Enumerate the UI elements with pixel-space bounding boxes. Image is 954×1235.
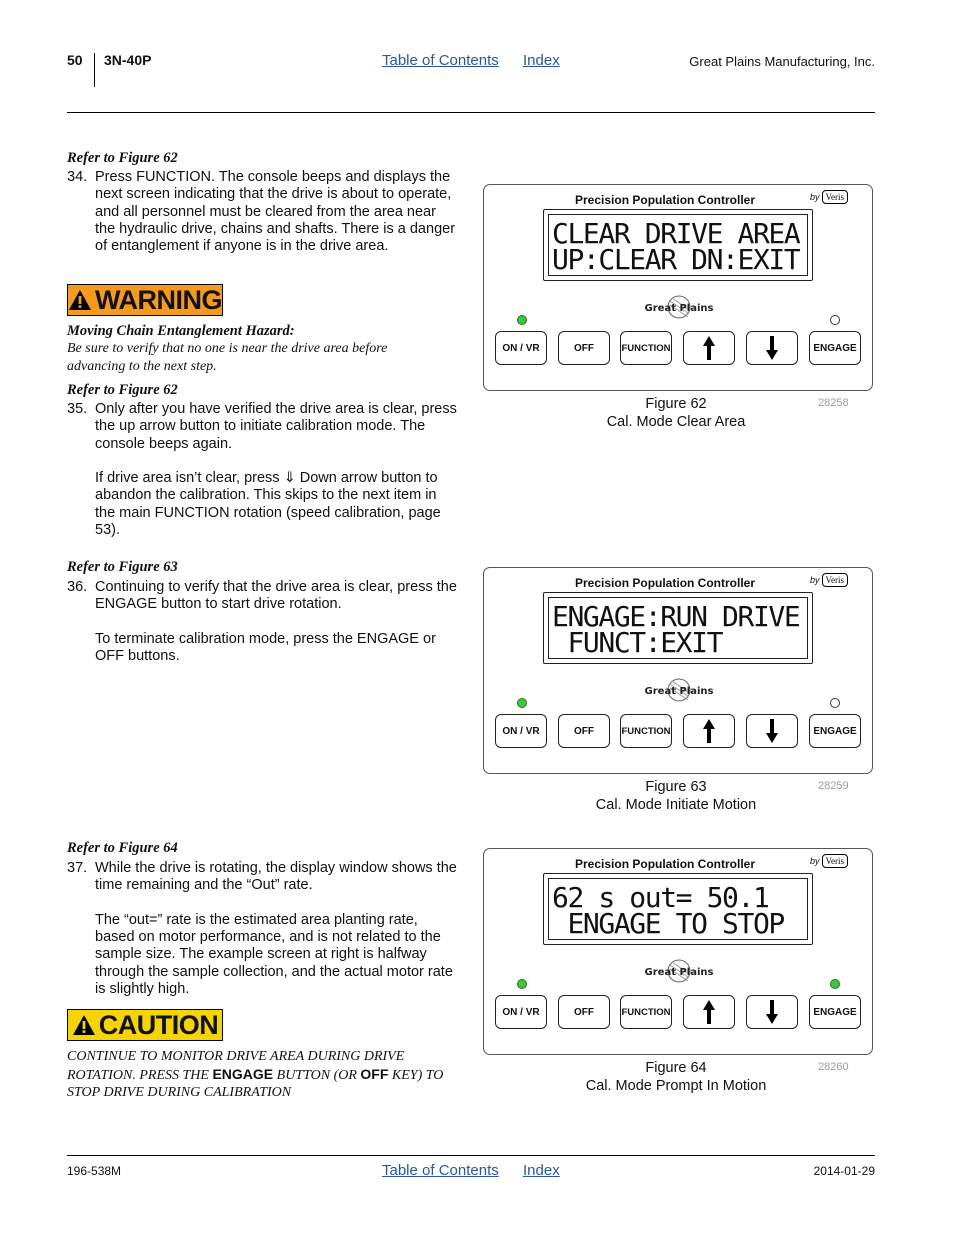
step-text: To terminate calibration mode, press the ENGAGE or OFF buttons.: [95, 630, 436, 665]
engage-led: [830, 698, 840, 708]
figure-caption: [566, 779, 786, 814]
step-text: Continuing to verify that the drive area is clear, press the ENGAGE button to start drive rotation.: [95, 579, 457, 613]
veris-logo: by Veris: [810, 190, 848, 204]
down-arrow-icon: [765, 718, 779, 744]
button-label: OFF: [574, 342, 594, 354]
power-led: [517, 315, 527, 325]
console-title: Precision Population Controller: [575, 193, 756, 207]
figure-reference: Refer to Figure 62: [67, 382, 178, 398]
footer-date: 2014-01-29: [813, 1164, 875, 1178]
console-figure: [483, 848, 873, 1055]
function-button[interactable]: [620, 995, 672, 1029]
up-arrow-icon: [702, 335, 716, 361]
figure-description: Cal. Mode Clear Area: [606, 413, 746, 430]
step-number: 35.: [67, 401, 88, 417]
step-text: The “out=” rate is the estimated area planting rate, based on motor performance, and is not related to the sample size. The example screen at right is halfway through the sample collection, and the actual motor rate is slightly high.: [95, 911, 453, 998]
lcd-display: [543, 209, 813, 281]
figure-reference: Refer to Figure 63: [67, 559, 178, 575]
warning-triangle-icon: [68, 289, 92, 311]
button-label: ON / VR: [502, 342, 540, 354]
power-led: [517, 698, 527, 708]
off-keyword: OFF: [360, 1065, 389, 1082]
lcd-display: [543, 592, 813, 664]
header-rule: [67, 112, 875, 113]
figure-reference: Refer to Figure 62: [67, 150, 178, 166]
up-arrow-icon: [702, 999, 716, 1025]
warning-label: WARNING: [95, 284, 222, 315]
svg-text:Great Plains: Great Plains: [644, 967, 714, 978]
svg-text:Great Plains: Great Plains: [644, 686, 714, 697]
step-number: 37.: [67, 860, 88, 876]
lcd-line-1: CLEAR DRIVE AREA: [552, 217, 800, 250]
step-37: [67, 860, 459, 998]
console-title: Precision Population Controller: [575, 857, 756, 871]
console-figure: [483, 184, 873, 391]
step-number: 36.: [67, 579, 88, 595]
figure-description: Cal. Mode Prompt In Motion: [585, 1077, 767, 1094]
button-label: OFF: [574, 725, 594, 737]
engage-button[interactable]: [809, 714, 861, 748]
step-34: [67, 169, 459, 255]
figure-number: 28258: [818, 397, 849, 409]
header-divider: [94, 53, 95, 87]
button-label: ON / VR: [502, 725, 540, 737]
footer-rule: [67, 1155, 875, 1156]
step-number: 34.: [67, 169, 88, 185]
company-name: Great Plains Manufacturing, Inc.: [689, 54, 875, 69]
up-arrow-button[interactable]: [683, 714, 735, 748]
lcd-display: [543, 873, 813, 945]
down-arrow-button[interactable]: [746, 331, 798, 365]
button-label: ENGAGE: [813, 1006, 857, 1018]
console-title: Precision Population Controller: [575, 576, 756, 590]
caution-sign: [67, 1009, 223, 1041]
step-text: While the drive is rotating, the display window shows the time remaining and the “Out” rate.: [95, 860, 457, 894]
on-vr-button[interactable]: [495, 714, 547, 748]
step-text: Press FUNCTION. The console beeps and displays the next screen indicating that the drive is about to operate, and all personnel must be cleared from the area near the hydraulic drive, chains and shafts. There is a danger of entanglement if anyone is in the drive area.: [95, 169, 456, 255]
lcd-line-2: ENGAGE TO STOP: [552, 907, 784, 940]
caution-label: CAUTION: [98, 1009, 219, 1040]
up-arrow-button[interactable]: [683, 995, 735, 1029]
figure-label: Figure 63: [645, 779, 707, 795]
hazard-title: Moving Chain Entanglement Hazard:: [67, 323, 295, 339]
figure-caption: [566, 396, 786, 431]
lcd-line-2: UP:CLEAR DN:EXIT: [552, 243, 800, 276]
button-label: FUNCTION: [621, 342, 671, 354]
button-label: FUNCTION: [621, 725, 671, 737]
down-arrow-icon: [765, 999, 779, 1025]
lcd-line-1: 62 s out= 50.1: [552, 881, 769, 914]
button-label: ON / VR: [502, 1006, 540, 1018]
off-button[interactable]: [558, 714, 610, 748]
toc-link[interactable]: Table of Contents: [382, 52, 499, 69]
off-button[interactable]: [558, 995, 610, 1029]
hazard-body: Be sure to verify that no one is near the drive area before advancing to the next step.: [67, 341, 388, 374]
step-36: [67, 579, 459, 665]
svg-text:Great Plains: Great Plains: [644, 303, 714, 314]
engage-led: [830, 979, 840, 989]
button-label: OFF: [574, 1006, 594, 1018]
lcd-line-1: ENGAGE:RUN DRIVE: [552, 600, 800, 633]
engage-keyword: ENGAGE: [212, 1065, 274, 1082]
figure-number: 28260: [818, 1061, 849, 1073]
page-number: 50: [67, 52, 83, 68]
great-plains-logo: [639, 958, 719, 984]
footer-index-link[interactable]: Index: [523, 1162, 560, 1179]
figure-label: Figure 62: [645, 396, 707, 412]
console-figure: [483, 567, 873, 774]
button-label: ENGAGE: [813, 725, 857, 737]
engage-led: [830, 315, 840, 325]
footer-toc-link[interactable]: Table of Contents: [382, 1162, 499, 1179]
engage-button[interactable]: [809, 331, 861, 365]
power-led: [517, 979, 527, 989]
figure-description: Cal. Mode Initiate Motion: [595, 796, 757, 813]
caution-triangle-icon: [72, 1014, 96, 1036]
off-button[interactable]: [558, 331, 610, 365]
engage-button[interactable]: [809, 995, 861, 1029]
warning-sign: [67, 284, 223, 316]
veris-logo: by Veris: [810, 573, 848, 587]
figure-number: 28259: [818, 780, 849, 792]
down-arrow-icon: [765, 335, 779, 361]
figure-caption: [566, 1060, 786, 1095]
figure-label: Figure 64: [645, 1060, 707, 1076]
function-button[interactable]: [620, 331, 672, 365]
button-label: FUNCTION: [621, 1006, 671, 1018]
up-arrow-button[interactable]: [683, 331, 735, 365]
on-vr-button[interactable]: [495, 331, 547, 365]
down-arrow-button[interactable]: [746, 714, 798, 748]
lcd-line-2: FUNCT:EXIT: [552, 626, 723, 659]
button-label: ENGAGE: [813, 342, 857, 354]
index-link[interactable]: Index: [523, 52, 560, 69]
step-text: Only after you have verified the drive area is clear, press the up arrow button to initiate calibration mode. The console beeps again.: [95, 401, 457, 452]
function-button[interactable]: [620, 714, 672, 748]
veris-logo: by Veris: [810, 854, 848, 868]
model-name: 3N-40P: [104, 52, 152, 68]
document-number: 196-538M: [67, 1164, 122, 1178]
great-plains-logo: [639, 677, 719, 703]
caution-body: CONTINUE TO MONITOR DRIVE AREA DURING DRIVE ROTATION. PRESS THE ENGAGE BUTTON (OR OFF KEY) TO STOP DRIVE DURING CALIBRATION: [67, 1049, 444, 1101]
on-vr-button[interactable]: [495, 995, 547, 1029]
great-plains-logo: [639, 294, 719, 320]
figure-reference: Refer to Figure 64: [67, 840, 178, 856]
step-35: [67, 401, 459, 539]
down-arrow-button[interactable]: [746, 995, 798, 1029]
up-arrow-icon: [702, 718, 716, 744]
step-text: If drive area isn’t clear, press ⇓ Down arrow button to abandon the calibration. This skips to the next item in the main FUNCTION rotation (speed calibration, page 53).: [95, 470, 441, 539]
